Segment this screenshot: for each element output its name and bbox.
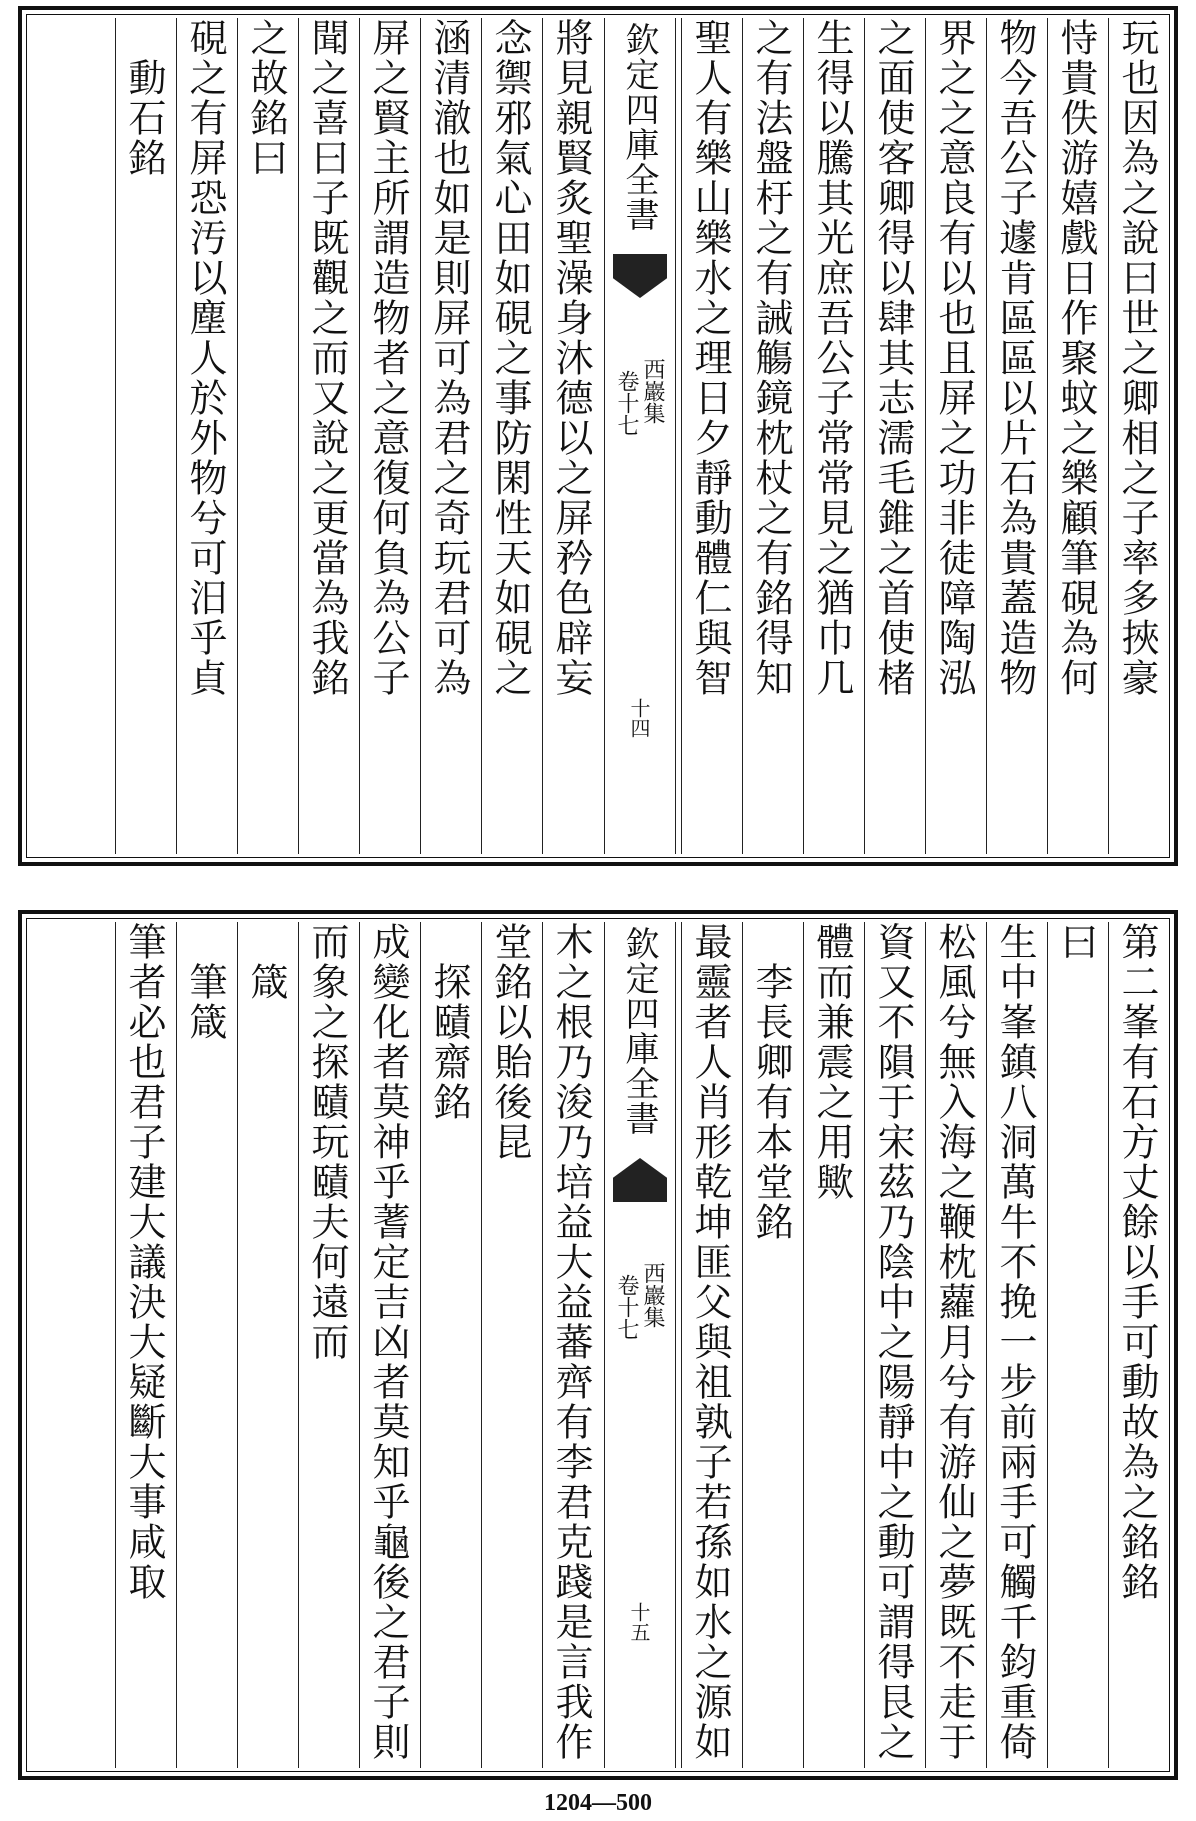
text-column — [1047, 922, 1105, 1768]
column-text: 聞之喜曰子既觀之而又說之更當為我銘 — [305, 18, 349, 698]
text-column — [298, 922, 356, 1768]
column-text: 將見親賢炙聖澡身沐德以之屏矜色辟妄 — [549, 18, 593, 698]
column-text: 之面使客卿得以肆其志濡毛錐之首使楮 — [871, 18, 915, 698]
volume-label: 西巖集 — [640, 1262, 665, 1328]
text-column — [481, 18, 539, 854]
text-column — [1108, 922, 1166, 1768]
fish-tail-mark — [613, 254, 667, 298]
column-text: 曰 — [1054, 922, 1098, 962]
text-column — [481, 922, 539, 1768]
text-column — [115, 922, 173, 1768]
text-column — [803, 922, 861, 1768]
column-text: 界之之意良有以也且屏之功非徒障陶泓 — [932, 18, 976, 698]
text-column — [864, 922, 922, 1768]
text-column — [237, 922, 295, 1768]
column-text: 玩也因為之說曰世之卿相之子率多挾豪 — [1115, 18, 1159, 698]
page-number: 十五 — [627, 1602, 651, 1642]
text-column — [542, 18, 600, 854]
text-column — [420, 922, 478, 1768]
fish-tail-mark — [613, 1158, 667, 1202]
text-column — [681, 922, 739, 1768]
column-text: 體而兼震之用歟 — [810, 922, 854, 1202]
page-bottom — [18, 910, 1178, 1780]
book-title: 欽定四庫全書 — [619, 22, 659, 232]
text-column — [1108, 18, 1166, 854]
column-text: 筆箴 — [183, 922, 227, 1042]
column-text: 念禦邪氣心田如硯之事防閑性天如硯之 — [488, 18, 532, 698]
column-text: 李長卿有本堂銘 — [749, 922, 793, 1242]
text-column — [742, 18, 800, 854]
text-column — [176, 922, 234, 1768]
juan-label: 卷十七 — [614, 1274, 639, 1340]
footer-page-code: 1204—500 — [544, 1790, 652, 1816]
column-text: 松風兮無入海之鞭枕蘿月兮有游仙之夢既不走于 — [932, 922, 976, 1762]
text-column — [925, 18, 983, 854]
book-title: 欽定四庫全書 — [619, 926, 659, 1136]
text-column — [359, 922, 417, 1768]
column-text: 堂銘以貽後昆 — [488, 922, 532, 1162]
column-text: 探賾齋銘 — [427, 922, 471, 1122]
text-column — [864, 18, 922, 854]
column-text: 第二峯有石方丈餘以手可動故為之銘銘 — [1115, 922, 1159, 1602]
column-text: 之有法盤杅之有誡觴鏡枕杖之有銘得知 — [749, 18, 793, 698]
column-text: 生得以騰其光庶吾公子常常見之猶巾几 — [810, 18, 854, 698]
text-column — [420, 18, 478, 854]
column-text: 硯之有屏恐汚以塵人於外物兮可汨乎貞 — [183, 18, 227, 698]
volume-label: 西巖集 — [640, 358, 665, 424]
column-text: 箴 — [244, 922, 288, 1002]
text-column — [925, 922, 983, 1768]
column-text: 動石銘 — [122, 18, 166, 178]
column-text: 屏之賢主所謂造物者之意復何負為公子 — [366, 18, 410, 698]
text-column — [542, 922, 600, 1768]
center-margin — [604, 18, 676, 854]
column-text: 物今吾公子遽肯區區以片石為貴蓋造物 — [993, 18, 1037, 698]
text-column — [742, 922, 800, 1768]
page-top — [18, 6, 1178, 866]
text-column — [986, 922, 1044, 1768]
column-text: 聖人有樂山樂水之理日夕靜動體仁與智 — [688, 18, 732, 698]
page-number: 十四 — [627, 698, 651, 738]
column-text: 木之根乃浚乃培益大益蕃齊有李君克踐是言我作 — [549, 922, 593, 1762]
juan-label: 卷十七 — [614, 370, 639, 436]
column-text: 最靈者人肖形乾坤匪父與祖孰子若孫如水之源如 — [688, 922, 732, 1762]
column-text: 涵清澈也如是則屏可為君之奇玩君可為 — [427, 18, 471, 698]
column-text: 之故銘曰 — [244, 18, 288, 178]
column-text: 資又不隕于宋茲乃陰中之陽靜中之動可謂得艮之 — [871, 922, 915, 1762]
text-column — [237, 18, 295, 854]
column-text: 成變化者莫神乎蓍定吉凶者莫知乎龜後之君子則 — [366, 922, 410, 1762]
column-text: 恃貴佚游嬉戲日作聚蚊之樂顧筆硯為何 — [1054, 18, 1098, 698]
column-text: 生中峯鎮八洞萬牛不挽一步前兩手可觸千鈞重倚 — [993, 922, 1037, 1762]
text-column — [176, 18, 234, 854]
text-column — [359, 18, 417, 854]
text-column — [803, 18, 861, 854]
text-column — [298, 18, 356, 854]
text-column — [681, 18, 739, 854]
text-column — [115, 18, 173, 854]
center-margin — [604, 922, 676, 1768]
text-column — [986, 18, 1044, 854]
column-text: 而象之探賾玩賾夫何遠而 — [305, 922, 349, 1362]
text-column — [1047, 18, 1105, 854]
column-text: 筆者必也君子建大議決大疑斷大事咸取 — [122, 922, 166, 1602]
